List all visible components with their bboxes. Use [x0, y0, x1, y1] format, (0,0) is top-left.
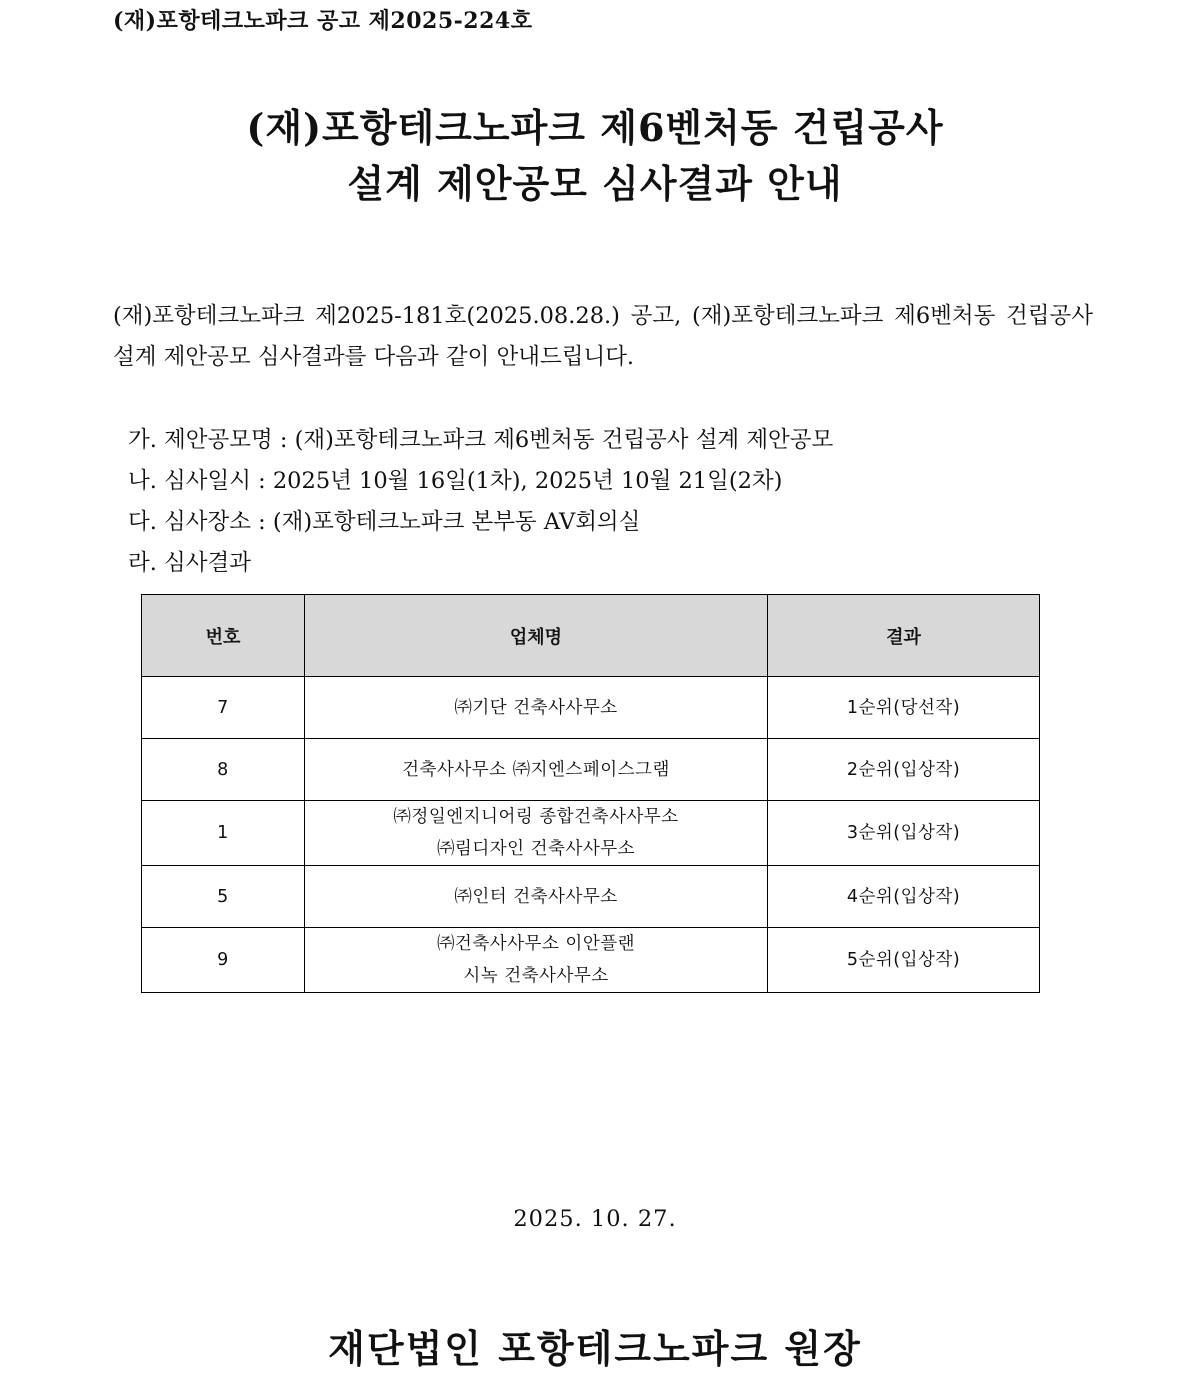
item-marker: 라.: [128, 550, 157, 576]
item-marker: 다.: [128, 509, 157, 535]
cell-number: 8: [142, 739, 305, 801]
table-row: [142, 928, 1040, 993]
cell-result: 2순위(입상작): [768, 739, 1040, 801]
cell-number: 1: [142, 801, 305, 866]
table-header-row: [142, 595, 1040, 677]
company-line: 건축사사무소 ㈜지엔스페이스그램: [402, 759, 670, 780]
item-list: [128, 420, 833, 584]
company-line: ㈜림디자인 건축사사무소: [436, 839, 636, 859]
table-row: [142, 801, 1040, 866]
header-number: 번호: [142, 595, 305, 677]
company-line: ㈜인터 건축사사무소: [454, 886, 618, 907]
table-row: [142, 677, 1040, 739]
item-marker: 나.: [128, 468, 157, 494]
cell-number: 7: [142, 677, 305, 739]
header-company: 업체명: [305, 595, 768, 677]
title-line-1: (재)포항테크노파크 제6벤처동 건립공사: [246, 105, 944, 150]
item-date: [128, 461, 833, 502]
cell-company: [305, 801, 768, 866]
notice-number: (재)포항테크노파크 공고 제2025-224호: [113, 8, 533, 34]
intro-paragraph: (재)포항테크노파크 제2025-181호(2025.08.28.) 공고, (재)포항테크노파크 제6벤처동 건립공사 설계 제안공모 심사결과를 다음과 같이 안내드립니다.: [113, 303, 1093, 370]
item-marker: 가.: [128, 427, 157, 453]
header-result: 결과: [768, 595, 1040, 677]
item-place: [128, 502, 833, 543]
issuer-signature: 재단법인 포항테크노파크 원장: [328, 1326, 862, 1371]
company-line: ㈜건축사사무소 이안플랜: [436, 934, 636, 954]
document-title: [0, 100, 1190, 212]
company-line: 시녹 건축사사무소: [463, 966, 609, 986]
document-date: 2025. 10. 27.: [513, 1206, 677, 1232]
company-line: ㈜정일엔지니어링 종합건축사사무소: [393, 807, 679, 827]
result-table: [141, 594, 1040, 993]
table-row: [142, 866, 1040, 928]
cell-number: 5: [142, 866, 305, 928]
table-row: [142, 739, 1040, 801]
cell-number: 9: [142, 928, 305, 993]
cell-company: [305, 928, 768, 993]
cell-result: 4순위(입상작): [768, 866, 1040, 928]
cell-company: [305, 866, 768, 928]
item-text: 제안공모명 : (재)포항테크노파크 제6벤처동 건립공사 설계 제안공모: [164, 427, 834, 453]
item-title: [128, 420, 833, 461]
cell-company: [305, 739, 768, 801]
company-line: ㈜기단 건축사사무소: [454, 697, 618, 718]
item-text: 심사결과: [164, 550, 251, 576]
cell-result: 5순위(입상작): [768, 928, 1040, 993]
item-result: [128, 543, 833, 584]
item-text: 심사장소 : (재)포항테크노파크 본부동 AV회의실: [164, 509, 641, 535]
cell-result: 3순위(입상작): [768, 801, 1040, 866]
cell-company: [305, 677, 768, 739]
title-line-2: 설계 제안공모 심사결과 안내: [347, 161, 843, 206]
cell-result: 1순위(당선작): [768, 677, 1040, 739]
item-text: 심사일시 : 2025년 10월 16일(1차), 2025년 10월 21일(2차): [164, 468, 783, 494]
